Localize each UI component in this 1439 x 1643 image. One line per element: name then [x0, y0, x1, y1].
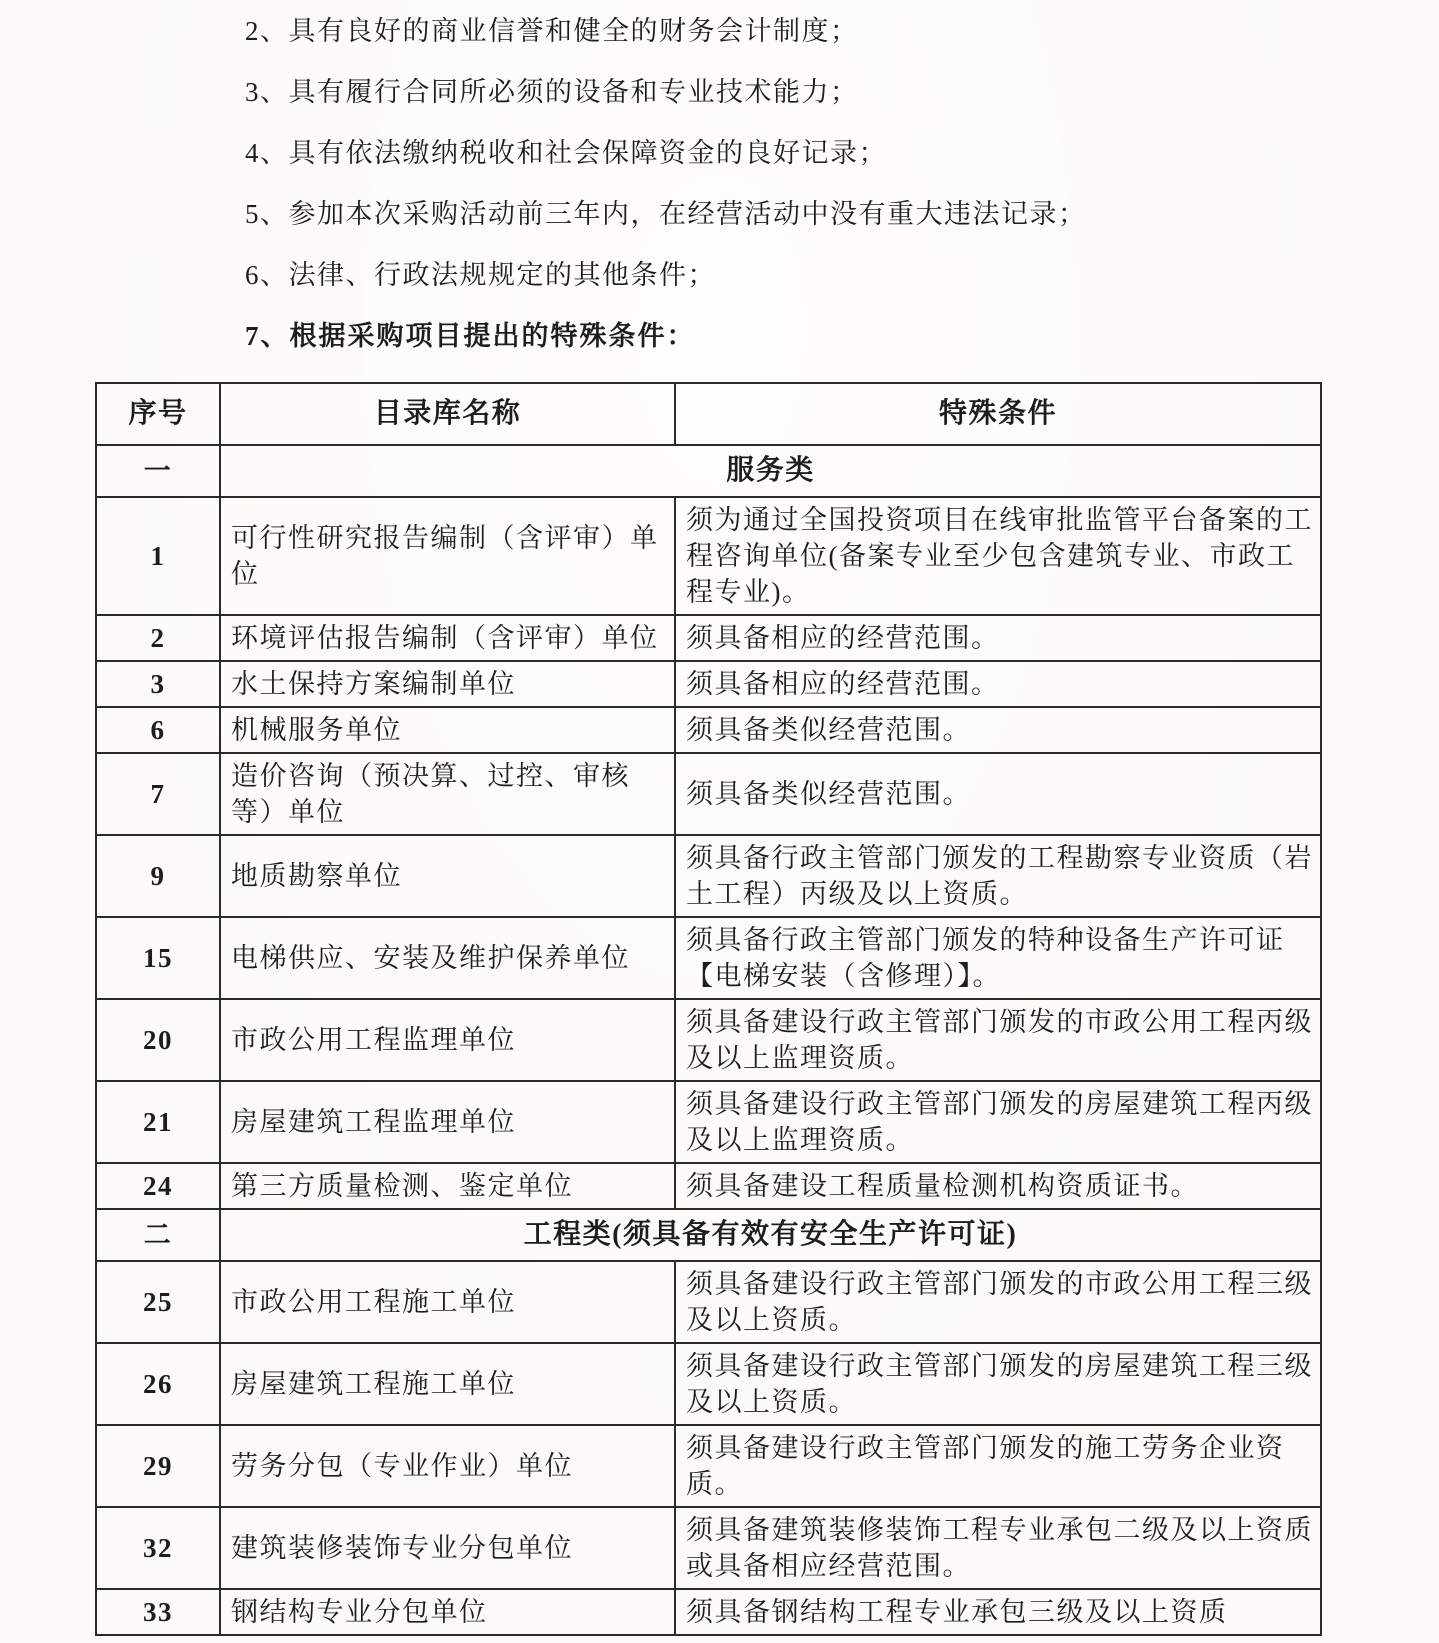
- header-row: [96, 383, 1321, 445]
- cell-name: 机械服务单位: [220, 707, 675, 753]
- table-row: [96, 1425, 1321, 1507]
- table-row: [96, 1163, 1321, 1209]
- cell-condition: 须具备行政主管部门颁发的特种设备生产许可证【电梯安装（含修理）】。: [675, 917, 1321, 999]
- cell-name: 钢结构专业分包单位: [220, 1589, 675, 1635]
- cell-condition: 须具备类似经营范围。: [675, 753, 1321, 835]
- cell-name: 市政公用工程监理单位: [220, 999, 675, 1081]
- cell-name: 房屋建筑工程施工单位: [220, 1343, 675, 1425]
- section-row: [96, 1209, 1321, 1261]
- table-row: [96, 1081, 1321, 1163]
- section-label: 服务类: [220, 445, 1321, 497]
- cell-condition: 须具备相应的经营范围。: [675, 661, 1321, 707]
- cell-index: 29: [96, 1425, 220, 1507]
- cell-name: 环境评估报告编制（含评审）单位: [220, 615, 675, 661]
- cell-condition: 须具备建设行政主管部门颁发的房屋建筑工程三级及以上资质。: [675, 1343, 1321, 1425]
- cell-condition: 须具备建设行政主管部门颁发的市政公用工程丙级及以上监理资质。: [675, 999, 1321, 1081]
- cell-index: 2: [96, 615, 220, 661]
- table-row: [96, 917, 1321, 999]
- cell-condition: 须具备建设行政主管部门颁发的施工劳务企业资质。: [675, 1425, 1321, 1507]
- cell-index: 7: [96, 753, 220, 835]
- table-row: [96, 1507, 1321, 1589]
- cell-condition: 须具备建设行政主管部门颁发的市政公用工程三级及以上资质。: [675, 1261, 1321, 1343]
- cell-condition: 须具备行政主管部门颁发的工程勘察专业资质（岩土工程）丙级及以上资质。: [675, 835, 1321, 917]
- list-item: 5、参加本次采购活动前三年内，在经营活动中没有重大违法记录；: [245, 199, 1087, 229]
- cell-condition: 须具备类似经营范围。: [675, 707, 1321, 753]
- table-row: [96, 753, 1321, 835]
- list-item-special-conditions-heading: 7、根据采购项目提出的特殊条件：: [245, 321, 696, 351]
- table-row: [96, 497, 1321, 615]
- table-header: [96, 383, 1321, 445]
- qualification-conditions-list: [245, 0, 1379, 352]
- cell-index: 二: [96, 1209, 220, 1261]
- cell-condition: 须为通过全国投资项目在线审批监管平台备案的工程咨询单位(备案专业至少包含建筑专业、市政工程专业)。: [675, 497, 1321, 615]
- cell-name: 房屋建筑工程监理单位: [220, 1081, 675, 1163]
- table-row: [96, 707, 1321, 753]
- cell-name: 第三方质量检测、鉴定单位: [220, 1163, 675, 1209]
- section-label: 工程类(须具备有效有安全生产许可证): [220, 1209, 1321, 1261]
- cell-condition: 须具备钢结构工程专业承包三级及以上资质: [675, 1589, 1321, 1635]
- cell-name: 电梯供应、安装及维护保养单位: [220, 917, 675, 999]
- cell-name: 劳务分包（专业作业）单位: [220, 1425, 675, 1507]
- col-header-special-condition: 特殊条件: [675, 383, 1321, 445]
- special-conditions-table: [95, 382, 1322, 1636]
- cell-name: 可行性研究报告编制（含评审）单位: [220, 497, 675, 615]
- cell-index: 9: [96, 835, 220, 917]
- list-item: 4、具有依法缴纳税收和社会保障资金的良好记录；: [245, 138, 887, 168]
- cell-condition: 须具备建设工程质量检测机构资质证书。: [675, 1163, 1321, 1209]
- table-row: [96, 615, 1321, 661]
- cell-name: 水土保持方案编制单位: [220, 661, 675, 707]
- table-body: [96, 445, 1321, 1635]
- cell-index: 25: [96, 1261, 220, 1343]
- cell-index: 1: [96, 497, 220, 615]
- cell-index: 一: [96, 445, 220, 497]
- cell-index: 21: [96, 1081, 220, 1163]
- cell-index: 32: [96, 1507, 220, 1589]
- cell-name: 市政公用工程施工单位: [220, 1261, 675, 1343]
- section-row: [96, 445, 1321, 497]
- cell-index: 24: [96, 1163, 220, 1209]
- cell-index: 20: [96, 999, 220, 1081]
- list-item: 6、法律、行政法规规定的其他条件；: [245, 260, 716, 290]
- cell-condition: 须具备建筑装修装饰工程专业承包二级及以上资质或具备相应经营范围。: [675, 1507, 1321, 1589]
- table-row: [96, 999, 1321, 1081]
- cell-condition: 须具备建设行政主管部门颁发的房屋建筑工程丙级及以上监理资质。: [675, 1081, 1321, 1163]
- list-item: 2、具有良好的商业信誉和健全的财务会计制度；: [245, 16, 859, 46]
- cell-index: 3: [96, 661, 220, 707]
- table-row: [96, 1589, 1321, 1635]
- table-row: [96, 661, 1321, 707]
- cell-index: 26: [96, 1343, 220, 1425]
- cell-index: 15: [96, 917, 220, 999]
- table-row: [96, 835, 1321, 917]
- table-row: [96, 1343, 1321, 1425]
- cell-index: 6: [96, 707, 220, 753]
- table-row: [96, 1261, 1321, 1343]
- col-header-index: 序号: [96, 383, 220, 445]
- cell-index: 33: [96, 1589, 220, 1635]
- cell-name: 地质勘察单位: [220, 835, 675, 917]
- cell-condition: 须具备相应的经营范围。: [675, 615, 1321, 661]
- list-item: 3、具有履行合同所必须的设备和专业技术能力；: [245, 77, 859, 107]
- cell-name: 造价咨询（预决算、过控、审核等）单位: [220, 753, 675, 835]
- col-header-catalog-name: 目录库名称: [220, 383, 675, 445]
- cell-name: 建筑装修装饰专业分包单位: [220, 1507, 675, 1589]
